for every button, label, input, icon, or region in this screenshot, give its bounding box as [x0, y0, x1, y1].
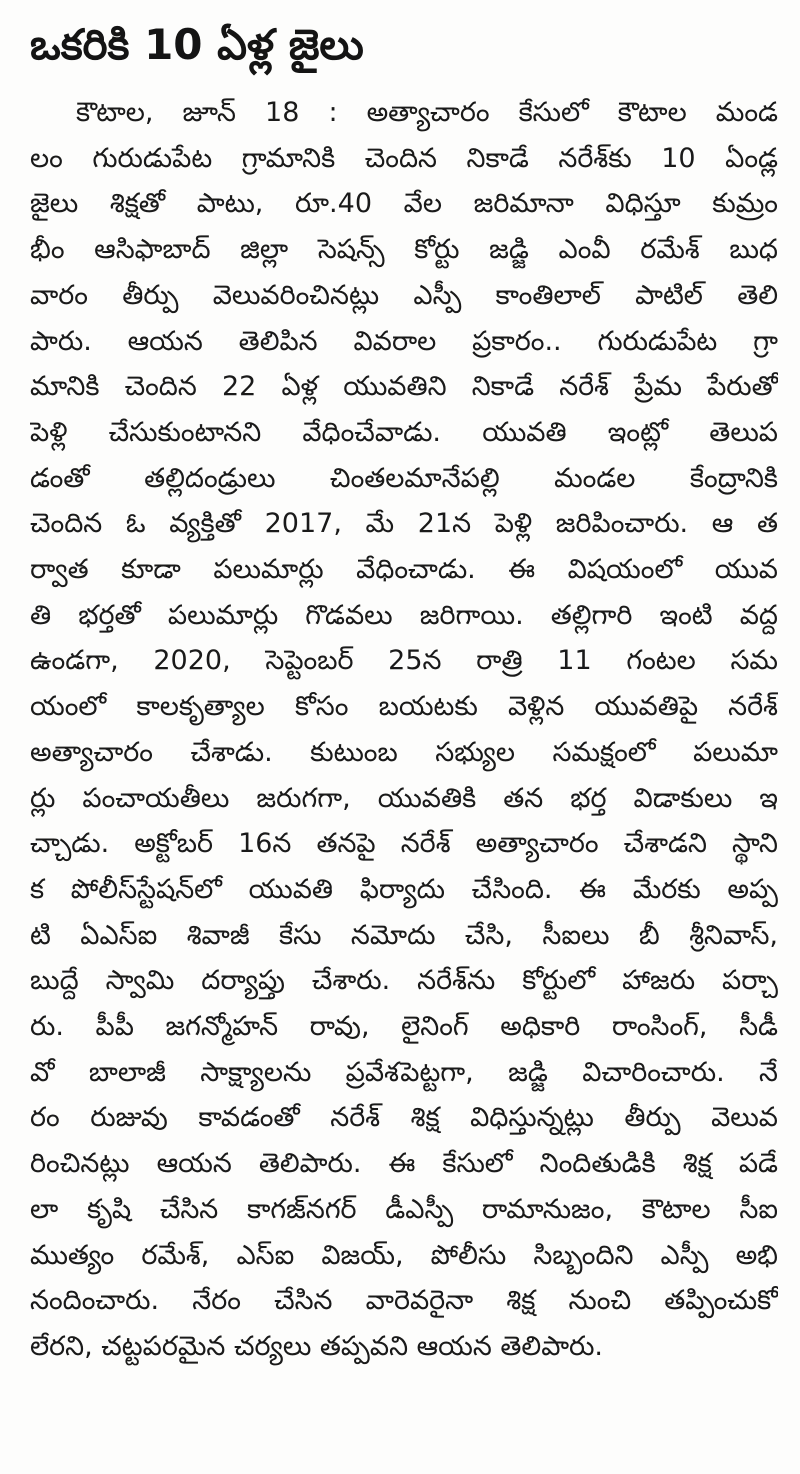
article-line: చ్చాడు. అక్టోబర్ 16న తనపై నరేశ్ అత్యాచారం చేశాడని స్థాని: [30, 828, 778, 860]
article-line: పెళ్లి చేసుకుంటానని వేధించేవాడు. యువతి ఇంట్లో తెలుప: [30, 416, 778, 448]
article-line: యంలో కాలకృత్యాల కోసం బయటకు వెళ్లిన యువతిపై నరేశ్: [30, 691, 778, 723]
article-line: వో బాలాజీ సాక్ష్యాలను ప్రవేశపెట్టగా, జడ్జి విచారించారు. నే: [30, 1056, 778, 1088]
article-line: మానికి చెందిన 22 ఏళ్ల యువతిని నికాడే నరేశ్ ప్రేమ పేరుతో: [30, 371, 778, 403]
article-line: చెందిన ఓ వ్యక్తితో 2017, మే 21న పెళ్లి జరిపించారు. ఆ త: [30, 508, 778, 540]
article-line: ఉండగా, 2020, సెప్టెంబర్ 25న రాత్రి 11 గంటల సమ: [30, 645, 778, 677]
article-line: ర్వాత కూడా పలుమార్లు వేధించాడు. ఈ విషయంలో యువ: [30, 554, 778, 586]
article-line: తి భర్తతో పలుమార్లు గొడవలు జరిగాయి. తల్లిగారి ఇంటి వద్ద: [30, 599, 778, 631]
article-line: క పోలీస్‌స్టేషన్‌లో యువతి ఫిర్యాదు చేసింది. ఈ మేరకు అప్ప: [30, 873, 778, 905]
article-line: అత్యాచారం చేశాడు. కుటుంబ సభ్యుల సమక్షంలో పలుమా: [30, 736, 778, 768]
article-line: టి ఏఎస్ఐ శివాజీ కేసు నమోదు చేసి, సీఐలు బీ శ్రీనివాస్,: [30, 919, 778, 951]
article-line: రు. పీపీ జగన్మోహన్ రావు, లైనింగ్ అధికారి రాంసింగ్, సీడీ: [30, 1011, 778, 1043]
article-line: నందించారు. నేరం చేసిన వారెవరైనా శిక్ష నుంచి తప్పించుకో: [30, 1285, 778, 1317]
article-body: [30, 90, 778, 1370]
article-line: లం గురుడుపేట గ్రామానికి చెందిన నికాడే నరేశ్‌కు 10 ఏండ్ల: [30, 142, 778, 174]
article-line: బుద్దే స్వామి దర్యాప్తు చేశారు. నరేశ్‌ను కోర్టులో హాజరు పర్చా: [30, 965, 778, 997]
article-line: కౌటాల, జూన్ 18 : అత్యాచారం కేసులో కౌటాల మండ: [76, 97, 778, 128]
article-line: వారం తీర్పు వెలువరించినట్లు ఎస్పీ కాంతిలాల్ పాటిల్ తెలి: [30, 279, 778, 311]
article-line: జైలు శిక్షతో పాటు, రూ.40 వేల జరిమానా విధిస్తూ కుమ్రం: [30, 188, 778, 220]
article-line: డంతో తల్లిదండ్రులు చింతలమానేపల్లి మండల కేంద్రానికి: [30, 462, 778, 494]
article-line: ముత్యం రమేశ్, ఎస్ఐ విజయ్, పోలీసు సిబ్బందిని ఎస్పీ అభి: [30, 1239, 778, 1271]
article-line: రం రుజువు కావడంతో నరేశ్ శిక్ష విధిస్తున్నట్లు తీర్పు వెలువ: [30, 1102, 778, 1134]
article-line: పారు. ఆయన తెలిపిన వివరాల ప్రకారం.. గురుడుపేట గ్రా: [30, 325, 778, 357]
article-line: రించినట్లు ఆయన తెలిపారు. ఈ కేసులో నిందితుడికి శిక్ష పడే: [30, 1148, 778, 1180]
article-line: భీం ఆసిఫాబాద్ జిల్లా సెషన్స్ కోర్టు జడ్జి ఎంవీ రమేశ్ బుధ: [30, 234, 778, 266]
article-headline: ఒకరికి 10 ఏళ్ల జైలు: [30, 20, 364, 69]
article-line: లా కృషి చేసిన కాగజ్‌నగర్ డీఎస్పీ రామానుజం, కౌటాల సీఐ: [30, 1193, 778, 1225]
article-line: ర్లు పంచాయతీలు జరుగగా, యువతికి తన భర్త విడాకులు ఇ: [30, 782, 778, 814]
article-line: లేరని, చట్టపరమైన చర్యలు తప్పవని ఆయన తెలిపారు.: [30, 1330, 603, 1362]
